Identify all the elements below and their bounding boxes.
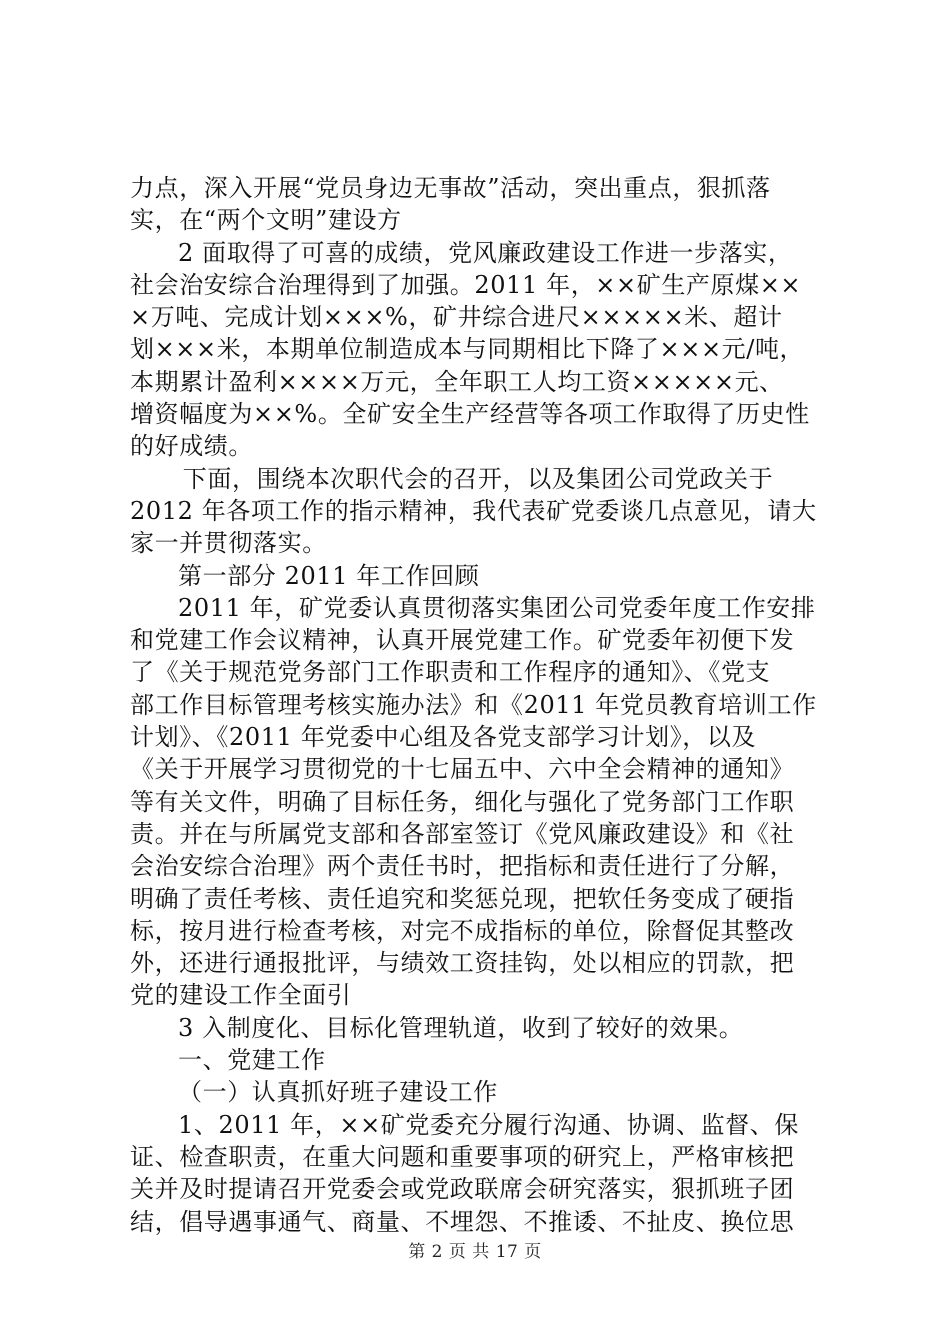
text-line: （一）认真抓好班子建设工作 — [178, 1078, 498, 1107]
text-line: 下面，围绕本次职代会的召开，以及集团公司党政关于 — [182, 464, 774, 493]
text-line: 的好成绩。 — [130, 432, 253, 461]
text-line: 2012 年各项工作的指示精神，我代表矿党委谈几点意见，请大 — [130, 496, 817, 525]
text-line: 社会治安综合治理得到了加强。2011 年，××矿生产原煤×× — [130, 270, 802, 299]
text-line: 和党建工作会议精神，认真开展党建工作。矿党委年初便下发 — [130, 626, 795, 655]
text-line: 实，在“两个文明”建设方 — [130, 206, 402, 235]
text-line: 标，按月进行检查考核，对完不成指标的单位，除督促其整改 — [130, 916, 795, 945]
page-footer: 第 2 页 共 17 页 — [408, 1242, 542, 1262]
text-line: 了《关于规范党务部门工作职责和工作程序的通知》、《党支 — [130, 658, 771, 687]
text-line: 2011 年，矿党委认真贯彻落实集团公司党委年度工作安排 — [178, 593, 816, 622]
text-line: 会治安综合治理》两个责任书时，把指标和责任进行了分解， — [130, 852, 795, 881]
text-line: 明确了责任考核、责任追究和奖惩兑现，把软任务变成了硬指 — [130, 884, 795, 913]
text-line: 证、检查职责，在重大问题和重要事项的研究上，严格审核把 — [130, 1142, 795, 1171]
text-line: 责。并在与所属党支部和各部室签订《党风廉政建设》和《社 — [130, 819, 795, 848]
text-line: 一、党建工作 — [178, 1046, 326, 1075]
text-line: 3 入制度化、目标化管理轨道，收到了较好的效果。 — [178, 1013, 744, 1042]
text-line: 家一并贯彻落实。 — [130, 529, 327, 558]
text-line: 外，还进行通报批评，与绩效工资挂钩，处以相应的罚款，把 — [130, 949, 795, 978]
text-line: 党的建设工作全面引 — [130, 981, 352, 1010]
text-line: 力点，深入开展“党员身边无事故”活动，突出重点，狠抓落 — [130, 174, 771, 202]
text-line: 增资幅度为××%。全矿安全生产经营等各项工作取得了历史性 — [130, 400, 810, 429]
text-line: 结，倡导遇事通气、商量、不埋怨、不推诿、不扯皮、换位思 — [130, 1207, 795, 1236]
text-line: 第一部分 2011 年工作回顾 — [178, 561, 480, 590]
text-line: 划×××米，本期单位制造成本与同期相比下降了×××元/吨， — [130, 335, 805, 364]
text-line: 计划》、《2011 年党委中心组及各党支部学习计划》，以及 — [130, 723, 757, 752]
text-line: 2 面取得了可喜的成绩，党风廉政建设工作进一步落实， — [178, 238, 793, 267]
text-line: 等有关文件，明确了目标任务，细化与强化了党务部门工作职 — [130, 787, 795, 816]
text-line: 部工作目标管理考核实施办法》和《2011 年党员教育培训工作 — [130, 690, 817, 719]
document-body — [130, 172, 830, 1238]
text-line: 本期累计盈利××××万元，全年职工人均工资×××××元、 — [130, 367, 784, 396]
text-line: 1、2011 年，××矿党委充分履行沟通、协调、监督、保 — [178, 1110, 799, 1139]
text-line: 《关于开展学习贯彻党的十七届五中、六中全会精神的通知》 — [130, 755, 795, 784]
text-line: ×万吨、完成计划×××%，矿井综合进尺×××××米、超计 — [130, 303, 783, 332]
text-line: 关并及时提请召开党委会或党政联席会研究落实，狠抓班子团 — [130, 1175, 795, 1204]
